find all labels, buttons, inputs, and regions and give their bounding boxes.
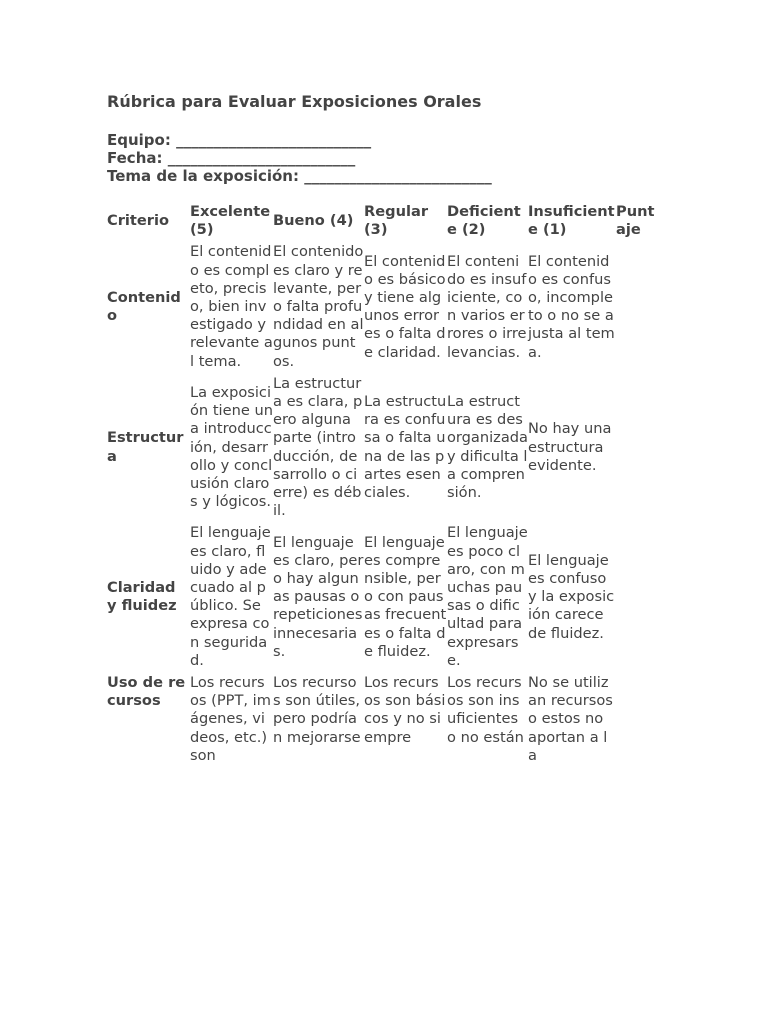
form-fields [107, 131, 667, 185]
score-cell [616, 375, 660, 525]
header-excellent: Excelente (5) [190, 203, 271, 239]
table-cell: El lenguaje es claro, pero hay algunas pausas o repeticiones innecesarias. [273, 533, 364, 660]
table-row-resources [107, 674, 660, 784]
score-cell [616, 243, 660, 374]
document-page [107, 92, 667, 784]
rubric-table [107, 203, 660, 784]
header-score: Puntaje [616, 203, 655, 239]
table-cell [528, 674, 616, 784]
table-cell [273, 674, 364, 784]
table-cell: La estructura es confusa o falta una de las partes esenciales. [364, 393, 447, 502]
table-cell: El lenguaje es poco claro, con muchas pausas o dificultad para expresarse. [447, 524, 528, 669]
criterion-cell: Contenido [107, 288, 181, 325]
header-good: Bueno (4) [273, 212, 354, 230]
score-cell [616, 674, 660, 784]
team-field: Equipo: __________________________ [107, 131, 372, 149]
cell-text: Los recursos son útiles, pero podrían mejorarse [273, 674, 361, 746]
table-cell: La estructura es desorganizada y dificulta la comprensión. [447, 393, 528, 502]
table-cell: No hay una estructura evidente. [528, 420, 612, 474]
document-title: Rúbrica para Evaluar Exposiciones Orales [107, 92, 482, 111]
cell-text: No se utilizan recursos o estos no aportan a la [528, 674, 613, 764]
criterion-cell: Estructura [107, 429, 184, 465]
table-cell: El lenguaje es confuso y la exposición carece de fluidez. [528, 551, 615, 642]
header-insufficient: Insuficiente (1) [528, 203, 615, 239]
table-cell: El lenguaje es claro, fluido y adecuado al público. Se expresa con seguridad. [190, 524, 271, 669]
criterion-cell: Uso de recursos [107, 674, 186, 710]
date-field: Fecha: _________________________ [107, 149, 356, 167]
table-cell: La estructura es clara, pero alguna parte (introducción, desarrollo o cierre) es débil. [273, 374, 363, 520]
cell-text: Los recursos son básicos y no siempre [364, 674, 446, 746]
header-regular: Regular (3) [364, 203, 429, 239]
table-cell: La exposición tiene una introducción, desarrollo y conclusión claros y lógicos. [190, 383, 273, 511]
table-row-clarity [107, 524, 660, 674]
table-row-structure [107, 375, 660, 525]
table-cell: El contenido es completo, preciso, bien investigado y relevante al tema. [190, 243, 273, 370]
table-header-row [107, 203, 660, 243]
table-cell [190, 674, 273, 784]
table-row-content [107, 243, 660, 374]
topic-field: Tema de la exposición: _________________________ [107, 167, 492, 185]
cell-text: Los recursos son insuficientes o no están [447, 674, 524, 746]
table-cell [447, 674, 528, 784]
table-cell: El contenido es confuso, incompleto o no se ajusta al tema. [528, 252, 615, 361]
cell-text: Los recursos (PPT, imágenes, videos, etc.) son [190, 674, 271, 764]
table-cell: El contenido es básico y tiene algunos errores o falta de claridad. [364, 252, 446, 361]
table-cell: El lenguaje es comprensible, pero con pausas frecuentes o falta de fluidez. [364, 533, 447, 660]
score-cell [616, 524, 660, 674]
header-deficient: Deficiente (2) [447, 203, 521, 239]
table-cell [364, 674, 447, 784]
table-cell: El contenido es claro y relevante, pero falta profundidad en algunos puntos. [273, 243, 364, 370]
table-cell: El contenido es insuficiente, con varios errores o irrelevancias. [447, 252, 527, 361]
header-criterion: Criterio [107, 212, 170, 230]
criterion-cell: Claridad y fluidez [107, 579, 177, 615]
